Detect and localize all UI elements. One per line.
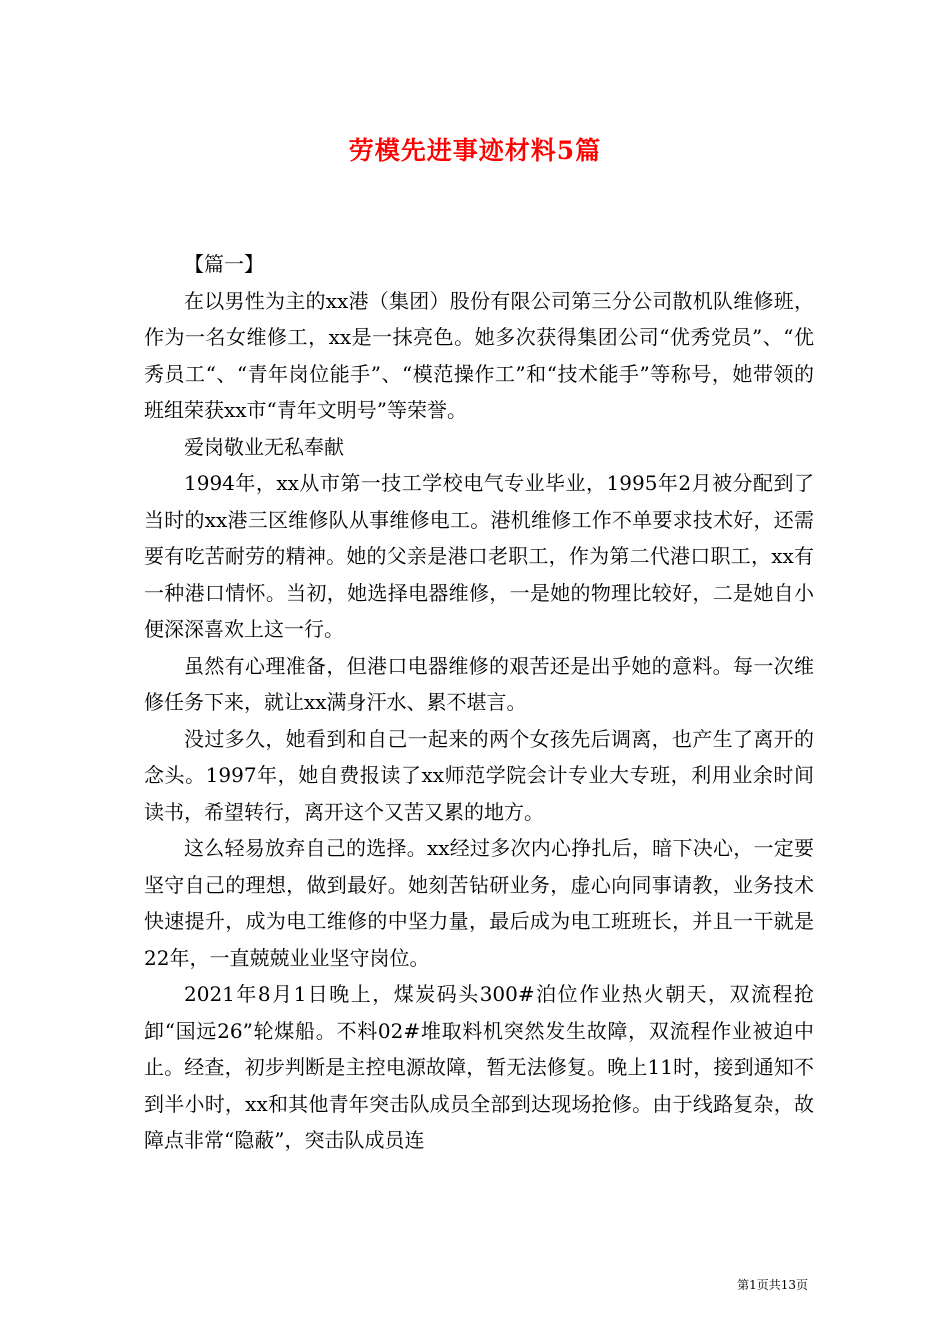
page-number: 第1页共13页 (737, 1278, 808, 1292)
document-body (144, 246, 814, 1159)
paragraph: 2021年8月1日晚上，煤炭码头300#泊位作业热火朝天，双流程抢卸“国远26”轮煤船。不料02#堆取料机突然发生故障，双流程作业被迫中止。经查，初步判断是主控电源故障，暂无法修复。晚上11时，接到通知不到半小时，xx和其他青年突击队成员全部到达现场抢修。由于线路复杂，故障点非常“隐蔽”，突击队成员连 (144, 982, 814, 1152)
paragraph: 虽然有心理准备，但港口电器维修的艰苦还是出乎她的意料。每一次维修任务下来，就让xx满身汗水、累不堪言。 (144, 653, 814, 714)
paragraph: 没过多久，她看到和自己一起来的两个女孩先后调离，也产生了离开的念头。1997年，她自费报读了xx师范学院会计专业大专班，利用业余时间读书，希望转行，离开这个又苦又累的地方。 (144, 726, 814, 824)
section-heading: 【篇一】 (184, 252, 264, 276)
paragraph: 在以男性为主的xx港（集团）股份有限公司第三分公司散机队维修班，作为一名女维修工，xx是一抹亮色。她多次获得集团公司“优秀党员”、“优秀员工“、“青年岗位能手”、“模范操作工”和“技术能手”等称号，她带领的班组荣获xx市“青年文明号”等荣誉。 (144, 288, 814, 422)
document-title: 劳模先进事迹材料5篇 (348, 136, 602, 165)
subheading: 爱岗敬业无私奉献 (184, 434, 344, 459)
paragraph: 1994年，xx从市第一技工学校电气专业毕业，1995年2月被分配到了当时的xx港三区维修队从事维修电工。港机维修工作不单要求技术好，还需要有吃苦耐劳的精神。她的父亲是港口老职工，作为第二代港口职工，xx有一种港口情怀。当初，她选择电器维修，一是她的物理比较好，二是她自小便深深喜欢上这一行。 (144, 471, 814, 641)
paragraph: 这么轻易放弃自己的选择。xx经过多次内心挣扎后，暗下决心，一定要坚守自己的理想，做到最好。她刻苦钻研业务，虚心向同事请教，业务技术快速提升，成为电工维修的中坚力量，最后成为电工班班长，并且一干就是22年，一直兢兢业业坚守岗位。 (144, 836, 814, 970)
